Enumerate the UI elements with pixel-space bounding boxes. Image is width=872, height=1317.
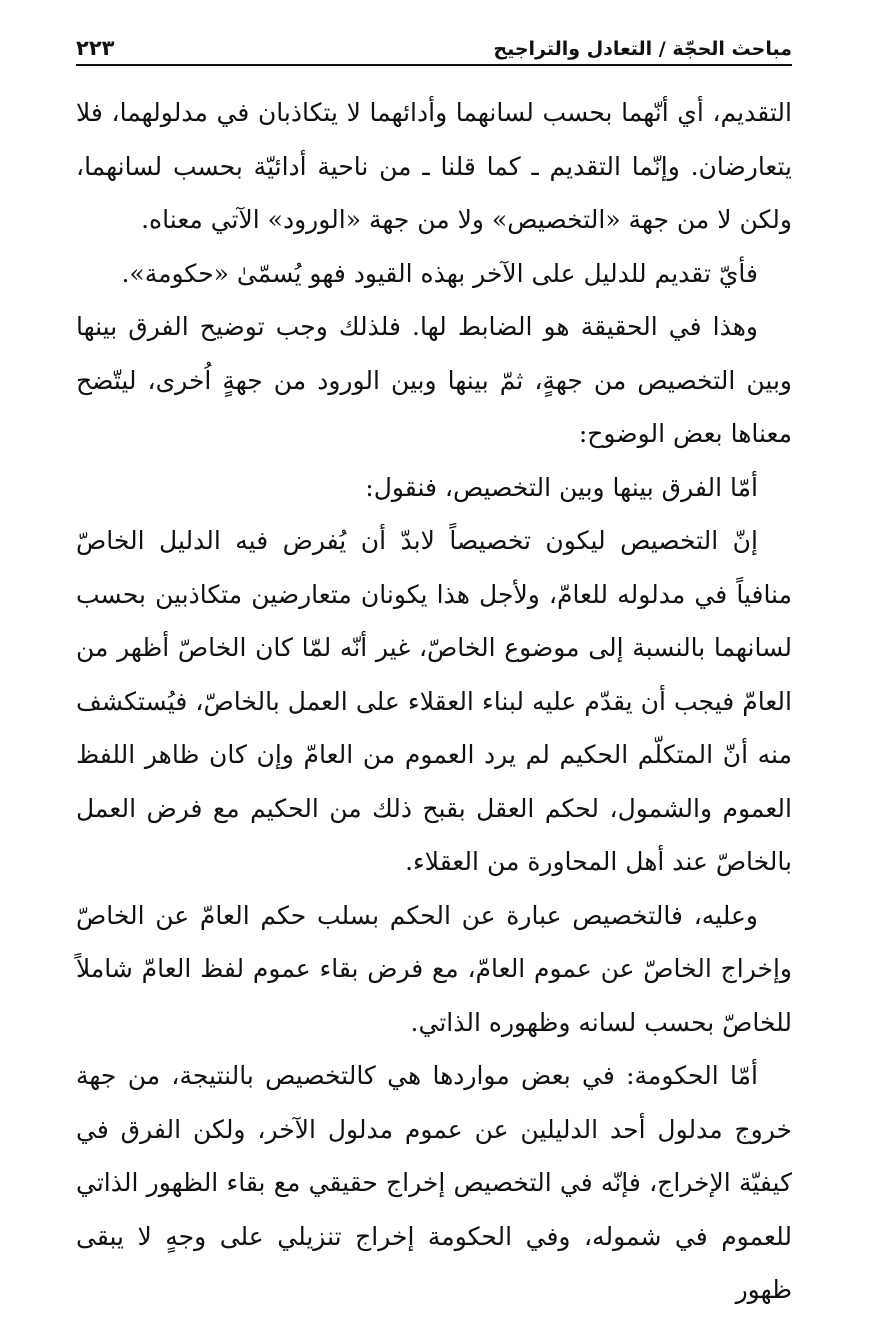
body-text: [76, 86, 792, 1317]
page-number: ٢٢٣: [76, 36, 115, 60]
running-title: مباحث الحجّة / التعادل والتراجيح: [493, 38, 792, 60]
paragraph-criterion: وهذا في الحقيقة هو الضابط لها. فلذلك وجب توضيح الفرق بينها وبين التخصيص من جهةٍ، ثمّ بينها وبين الورود من جهةٍ اُخرى، ليتّضح معناها بعض الوضوح:: [76, 312, 792, 448]
paragraph-difference-intro: أمّا الفرق بينها وبين التخصيص، فنقول:: [365, 472, 758, 502]
paragraph-definition: فأيّ تقديم للدليل على الآخر بهذه القيود فهو يُسمّىٰ «حكومة».: [121, 258, 758, 288]
paragraph-specification: إنّ التخصيص ليكون تخصيصاً لابدّ أن يُفرض فيه الدليل الخاصّ منافياً في مدلوله للعامّ، ولأجل هذا يكونان متعارضين متكاذبين بحسب لسانهما بالنسبة إلى موضوع الخاصّ، غير أنّه لمّا كان الخاصّ أظهر من العامّ فيجب أن يقدّم عليه لبناء العقلاء على العمل بالخاصّ، فيُستكشف منه أنّ المتكلّم الحكيم لم يرد العموم من العامّ وإن كان ظاهر اللفظ العموم والشمول، لحكم العقل بقبح ذلك من الحكيم مع فرض العمل بالخاصّ عند أهل المحاورة من العقلاء.: [76, 526, 792, 876]
running-header: [76, 30, 792, 66]
paragraph-continuation: التقديم، أي أنّهما بحسب لسانهما وأدائهما لا يتكاذبان في مدلولهما، فلا يتعارضان. وإنّما التقديم ـ كما قلنا ـ من ناحية أدائيّة بحسب لسانهما، ولكن لا من جهة «التخصيص» ولا من جهة «الورود» الآتي معناه.: [76, 98, 792, 234]
paragraph-governance: أمّا الحكومة: في بعض مواردها هي كالتخصيص بالنتيجة، من جهة خروج مدلول أحد الدليلين عن عموم مدلول الآخر، ولكن الفرق في كيفيّة الإخراج، فإنّه في التخصيص إخراج حقيقي مع بقاء الظهور الذاتي للعموم في شموله، وفي الحكومة إخراج تنزيلي على وجهٍ لا يبقى ظهور: [76, 1061, 792, 1304]
paragraph-consequence: وعليه، فالتخصيص عبارة عن الحكم بسلب حكم العامّ عن الخاصّ وإخراج الخاصّ عن عموم العامّ، مع فرض بقاء عموم لفظ العامّ شاملاً للخاصّ بحسب لسانه وظهوره الذاتي.: [76, 900, 792, 1037]
